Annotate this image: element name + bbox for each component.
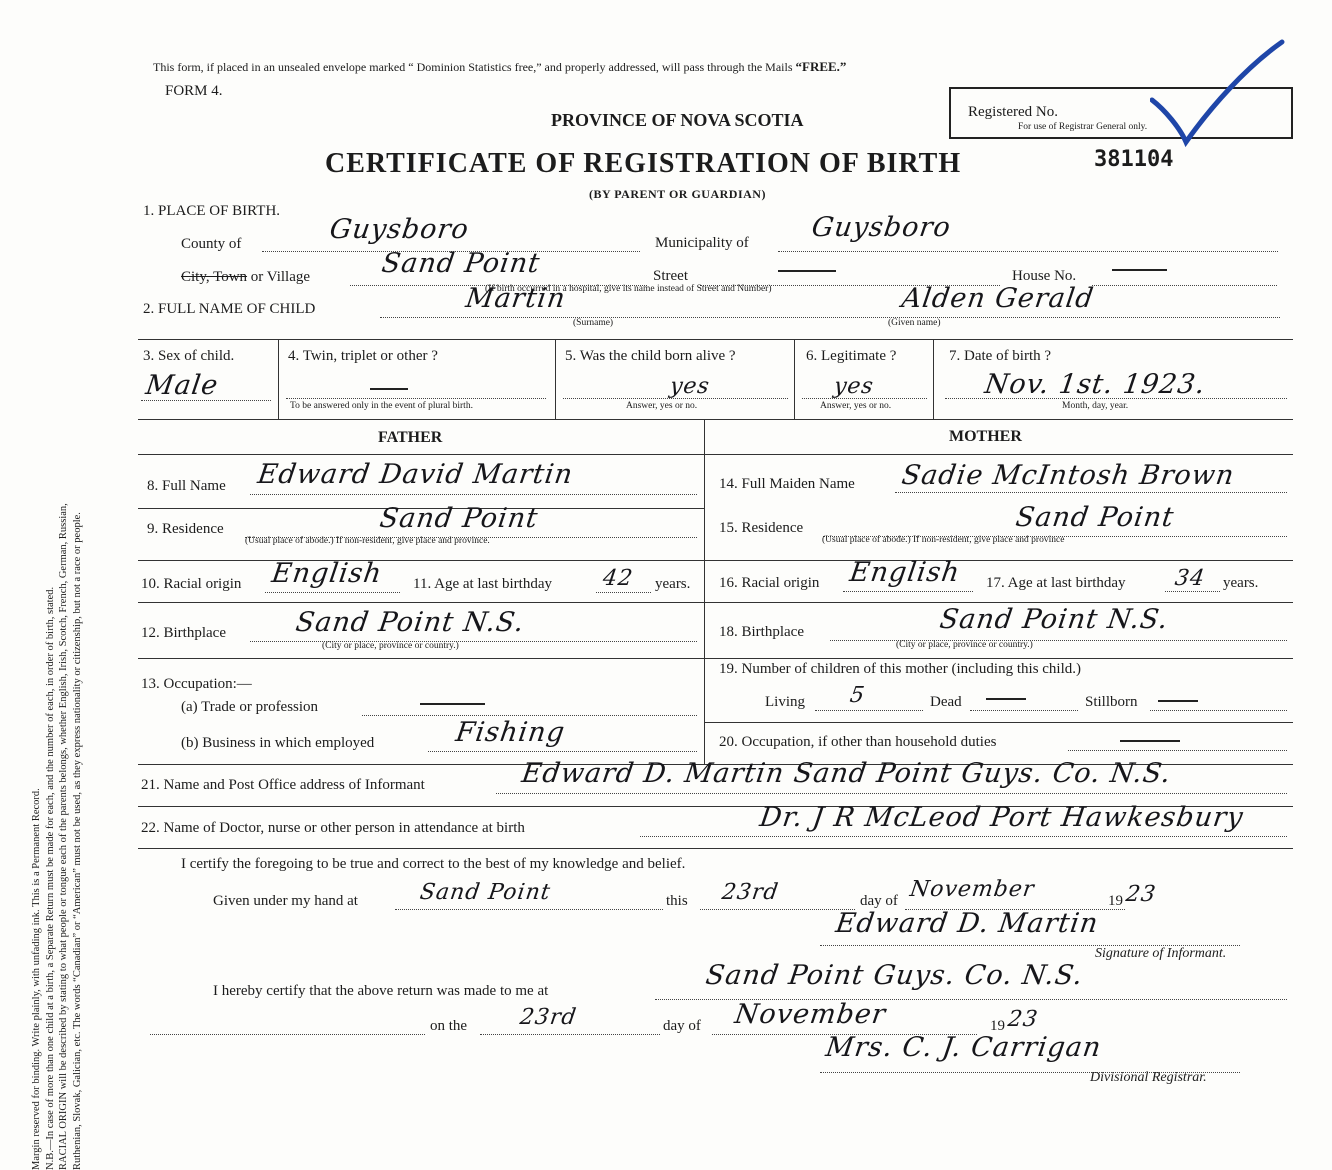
margin-line-4: Ruthenian, Slovak, Galician, etc. The words “Canadian” or “American” must not be used, as they express nationality or citizenship, but not a race or people. <box>71 512 83 1170</box>
form-number: FORM 4. <box>165 83 223 99</box>
registrar-year-prefix: 19 <box>990 1018 1005 1034</box>
father-age: 42 <box>601 566 635 591</box>
mother-birthplace-label: 18. Birthplace <box>719 624 804 640</box>
occupation-label: 13. Occupation:— <box>141 676 252 692</box>
province-heading: PROVINCE OF NOVA SCOTIA <box>551 110 804 130</box>
place-of-birth-label: 1. PLACE OF BIRTH. <box>143 203 281 219</box>
given-month: November <box>908 877 1037 902</box>
dob-value: Nov. 1st. 1923. <box>982 369 1208 400</box>
county-value: Guysboro <box>327 214 471 245</box>
legitimate-label: 6. Legitimate ? <box>806 348 897 364</box>
child-given-name: Alden Gerald <box>899 283 1097 314</box>
registrar-year-suffix: 23 <box>1006 1007 1040 1032</box>
mother-residence: Sand Point <box>1013 502 1177 533</box>
registrar-statement: I hereby certify that the above return was made to me at <box>213 983 549 999</box>
municipality-label: Municipality of <box>655 235 749 251</box>
living-label: Living <box>765 694 805 710</box>
sex-value: Male <box>143 370 221 401</box>
registrar-day: 23rd <box>518 1005 579 1030</box>
informant-value: Edward D. Martin Sand Point Guys. Co. N.S. <box>519 758 1174 789</box>
child-surname: Martin <box>463 283 568 314</box>
municipality-value: Guysboro <box>809 212 953 243</box>
doctor-label: 22. Name of Doctor, nurse or other person in attendance at birth <box>141 820 525 836</box>
mother-racial-label: 16. Racial origin <box>719 575 820 591</box>
city-town-struck: City, Town <box>181 269 248 285</box>
sex-label: 3. Sex of child. <box>143 348 235 364</box>
father-birthplace: Sand Point N.S. <box>293 607 527 638</box>
checkmark-icon <box>1150 38 1290 150</box>
living-value: 5 <box>848 683 867 708</box>
mother-birthplace-note: (City or place, province or country.) <box>896 640 1033 650</box>
page-subtitle: (BY PARENT OR GUARDIAN) <box>589 187 766 201</box>
mother-residence-note: (Usual place of abode.) If non-resident, give place and province <box>822 535 1065 545</box>
father-racial-label: 10. Racial origin <box>141 576 242 592</box>
business-value: Fishing <box>453 717 568 748</box>
given-year-prefix: 19 <box>1108 893 1123 909</box>
father-racial-origin: English <box>269 558 385 589</box>
child-name-label: 2. FULL NAME OF CHILD <box>143 301 316 317</box>
dead-label: Dead <box>930 694 962 710</box>
surname-note: (Surname) <box>573 318 614 328</box>
informant-signature: Edward D. Martin <box>833 908 1101 939</box>
mail-notice-text: This form, if placed in an unsealed envelope marked “ Dominion Statistics free,” and properly addressed, will pass through the Mails <box>153 60 793 74</box>
father-residence-note: (Usual place of abode.) If non-resident, give place and province. <box>245 536 490 546</box>
mother-name-label: 14. Full Maiden Name <box>719 476 855 492</box>
registrar-place: Sand Point Guys. Co. N.S. <box>703 960 1086 991</box>
margin-line-2: N.B.—In case of more than one child at a birth, a Separate Return must be made for each, and the number of each, in order of birth, stated. <box>44 586 56 1170</box>
father-name-label: 8. Full Name <box>147 478 226 494</box>
dob-label: 7. Date of birth ? <box>949 348 1052 364</box>
mail-notice-free: “FREE.” <box>795 59 847 74</box>
business-label: (b) Business in which employed <box>181 735 375 751</box>
certify-statement: I certify the foregoing to be true and correct to the best of my knowledge and belief. <box>181 856 686 872</box>
father-years: years. <box>655 576 691 592</box>
informant-label: 21. Name and Post Office address of Informant <box>141 777 425 793</box>
mother-residence-label: 15. Residence <box>719 520 804 536</box>
father-residence: Sand Point <box>377 503 541 534</box>
legitimate-value: yes <box>832 374 876 399</box>
given-day-of-label: day of <box>860 893 898 909</box>
legitimate-note: Answer, yes or no. <box>820 401 892 411</box>
mother-name: Sadie McIntosh Brown <box>899 460 1237 491</box>
dob-note: Month, day, year. <box>1062 401 1129 411</box>
registered-note: For use of Registrar General only. <box>1018 122 1148 132</box>
margin-line-1: Margin reserved for binding. Write plainly, with unfading ink. This is a Permanent Record. <box>31 788 42 1170</box>
father-birthplace-note: (City or place, province or country.) <box>322 641 459 651</box>
children-count-label: 19. Number of children of this mother (including this child.) <box>719 661 1082 677</box>
father-birthplace-label: 12. Birthplace <box>141 625 226 641</box>
house-number-label: House No. <box>1012 268 1077 284</box>
registered-label: Registered No. <box>968 104 1058 120</box>
village-value: Sand Point <box>379 248 543 279</box>
margin-notes <box>30 60 140 1170</box>
twin-label: 4. Twin, triplet or other ? <box>288 348 438 364</box>
registered-number: 381104 <box>1094 147 1174 172</box>
mother-age: 34 <box>1173 566 1207 591</box>
given-at-place: Sand Point <box>418 880 553 905</box>
street-label: Street <box>653 268 688 284</box>
stillborn-label: Stillborn <box>1085 694 1138 710</box>
mother-age-label: 17. Age at last birthday <box>986 575 1126 591</box>
registrar-day-of-label: day of <box>663 1018 701 1034</box>
given-name-note: (Given name) <box>888 318 941 328</box>
mail-notice <box>153 59 846 75</box>
margin-line-3: RACIAL ORIGIN will be described by stating to what people or tongue each of the parents belongs, whether English, Irish, Scotch, French, German, Russian, <box>58 503 69 1170</box>
mother-occupation-label: 20. Occupation, if other than household duties <box>719 734 997 750</box>
trade-label: (a) Trade or profession <box>181 699 319 715</box>
county-label: County of <box>181 236 242 252</box>
father-heading: FATHER <box>378 429 443 446</box>
divisional-registrar-label: Divisional Registrar. <box>1090 1070 1207 1085</box>
registrar-month: November <box>732 999 889 1030</box>
father-residence-label: 9. Residence <box>147 521 224 537</box>
given-year-suffix: 23 <box>1124 882 1158 907</box>
signature-informant-label: Signature of Informant. <box>1095 946 1227 961</box>
given-at-label: Given under my hand at <box>213 893 358 909</box>
twin-note: To be answered only in the event of plural birth. <box>290 401 473 411</box>
given-day: 23rd <box>720 880 781 905</box>
mother-birthplace: Sand Point N.S. <box>937 604 1171 635</box>
mother-heading: MOTHER <box>949 428 1022 445</box>
city-village-label <box>181 269 310 286</box>
born-alive-value: yes <box>668 374 712 399</box>
village-label: or Village <box>250 269 311 285</box>
registrar-on-the-label: on the <box>430 1018 468 1034</box>
mother-racial-origin: English <box>847 557 963 588</box>
street-note: (If birth occurred in a hospital, give its name instead of Street and Number) <box>485 284 772 294</box>
doctor-value: Dr. J R McLeod Port Hawkesbury <box>757 802 1246 833</box>
father-age-label: 11. Age at last birthday <box>413 576 552 592</box>
page-title: CERTIFICATE OF REGISTRATION OF BIRTH <box>325 148 962 179</box>
born-alive-label: 5. Was the child born alive ? <box>565 348 736 364</box>
born-alive-note: Answer, yes or no. <box>626 401 698 411</box>
mother-years: years. <box>1223 575 1259 591</box>
father-name: Edward David Martin <box>255 459 576 490</box>
registrar-signature: Mrs. C. J. Carrigan <box>823 1032 1104 1063</box>
this-label: this <box>666 893 688 909</box>
